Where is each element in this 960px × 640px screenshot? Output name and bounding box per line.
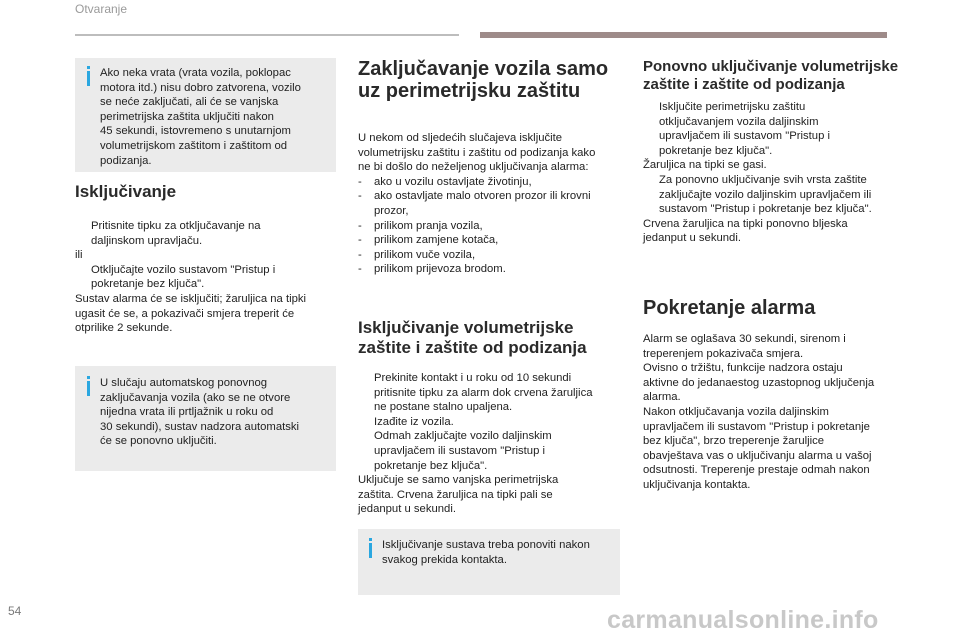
list-item: Za ponovno uključivanje svih vrsta zaštite zaključajte vozilo daljinskim upravljačem ili sustavom "Pristup i pokretanje bez ključa". xyxy=(659,173,872,216)
page-number: 54 xyxy=(8,604,22,618)
section-heading: Pokretanje alarma xyxy=(643,297,816,319)
section-heading: Isključivanje volumetrijske zaštite i zaštite od podizanja xyxy=(358,318,587,357)
perimeter-section xyxy=(358,58,628,277)
volumetric-disable-section xyxy=(358,318,628,517)
info-icon xyxy=(369,538,372,541)
list-item: - prilikom vuče vozila, xyxy=(358,248,476,261)
info-icon xyxy=(87,376,90,379)
list-item: - ako ostavljate malo otvoren prozor ili krovni prozor, xyxy=(358,190,591,217)
list-item: Odmah zaključajte vozilo daljinskim upravljačem ili sustavom "Pristup i pokretanje bez ključa". xyxy=(374,430,552,472)
info-icon-bar xyxy=(87,71,90,86)
paragraph: Alarm se oglašava 30 sekundi, sirenom i treperenjem pokazivača smjera. Ovisno o tržištu, funkcije nadzora ostaju aktivne do jedanaestog uzastopnog uključenja alarma. Nakon otključavanja vozila daljinskim upravljačem ili sustavom "Pristup i pokretanje bez ključa", brzo treperenje žaruljice obavještava vas o uključivanju alarma u vašoj odsutnosti. Treperenje prestaje odmah nakon uključivanja kontakta. xyxy=(643,333,875,491)
alarm-trigger-section xyxy=(643,297,923,493)
list-item: Izađite iz vozila. xyxy=(374,415,454,428)
info-note-auto-relock xyxy=(75,366,336,471)
list-item: Prekinite kontakt i u roku od 10 sekundi pritisnite tipku za alarm dok crvena žaruljica ne postane stalno upaljena. xyxy=(374,372,593,414)
info-icon-bar xyxy=(369,543,372,558)
info-note-repeat xyxy=(358,529,620,595)
note-text: U slučaju automatskog ponovnog zaključavanja vozila (ako se ne otvore nijedna vrata ili prtljažnik u roku od 30 sekundi), sustav nadzora automatski će se ponovno uključiti. xyxy=(100,377,300,448)
note-text: Ako neka vrata (vrata vozila, poklopac motora itd.) nisu dobro zatvorena, vozilo se neće zaključati, ali će se vanjska perimetrijska zaštita uključiti nakon 45 sekundi, istovremeno s unutarnjom volumetrijskom zaštitom i zaštitom od podizanja. xyxy=(100,67,301,167)
text-line: ili xyxy=(75,249,83,262)
info-icon xyxy=(87,66,90,69)
list-item: - ako u vozilu ostavljate životinju, xyxy=(358,175,532,188)
text-line: Žaruljica na tipki se gasi. xyxy=(643,159,767,172)
header-rule xyxy=(75,34,459,36)
list-item: Isključite perimetrijsku zaštitu otključavanjem vozila daljinskim upravljačem ili sustavom "Pristup i pokretanje bez ključa". xyxy=(659,101,831,157)
list-item: - prilikom prijevoza brodom. xyxy=(358,263,506,276)
section-heading: Ponovno uključivanje volumetrijske zaštite i zaštite od podizanja xyxy=(643,58,899,93)
section-heading: Zaključavanje vozila samo uz perimetrijsku zaštitu xyxy=(358,58,609,102)
note-text: Isključivanje sustava treba ponoviti nakon svakog prekida kontakta. xyxy=(382,539,590,566)
list-item: - prilikom zamjene kotača, xyxy=(358,234,499,247)
watermark: carmanualsonline.info xyxy=(607,606,879,634)
list-item: Pritisnite tipku za otključavanje na daljinskom upravljaču. xyxy=(91,220,261,247)
paragraph: Uključuje se samo vanjska perimetrijska zaštita. Crvena žaruljica na tipki pali se jedanput u sekundi. xyxy=(358,474,559,516)
section-title: Otvaranje xyxy=(75,2,128,16)
reenable-section xyxy=(643,58,923,246)
header-accent-bar xyxy=(480,32,887,38)
paragraph: Sustav alarma će se isključiti; žaruljica na tipki ugasit će se, a pokazivači smjera treperit će otprilike 2 sekunde. xyxy=(75,292,307,335)
section-heading: Isključivanje xyxy=(75,182,177,201)
list-item: Otključajte vozilo sustavom "Pristup i pokretanje bez ključa". xyxy=(91,263,276,291)
disarm-section xyxy=(75,182,345,336)
info-note-doors xyxy=(75,58,336,172)
info-icon-bar xyxy=(87,381,90,396)
paragraph: U nekom od sljedećih slučajeva isključite volumetrijsku zaštitu i zaštitu od podizanja kako ne bi došlo do neželjenog uključivanja alarma: xyxy=(358,132,596,174)
paragraph: Crvena žaruljica na tipki ponovno bljeska jedanput u sekundi. xyxy=(643,217,848,245)
list-item: - prilikom pranja vozila, xyxy=(358,219,483,232)
